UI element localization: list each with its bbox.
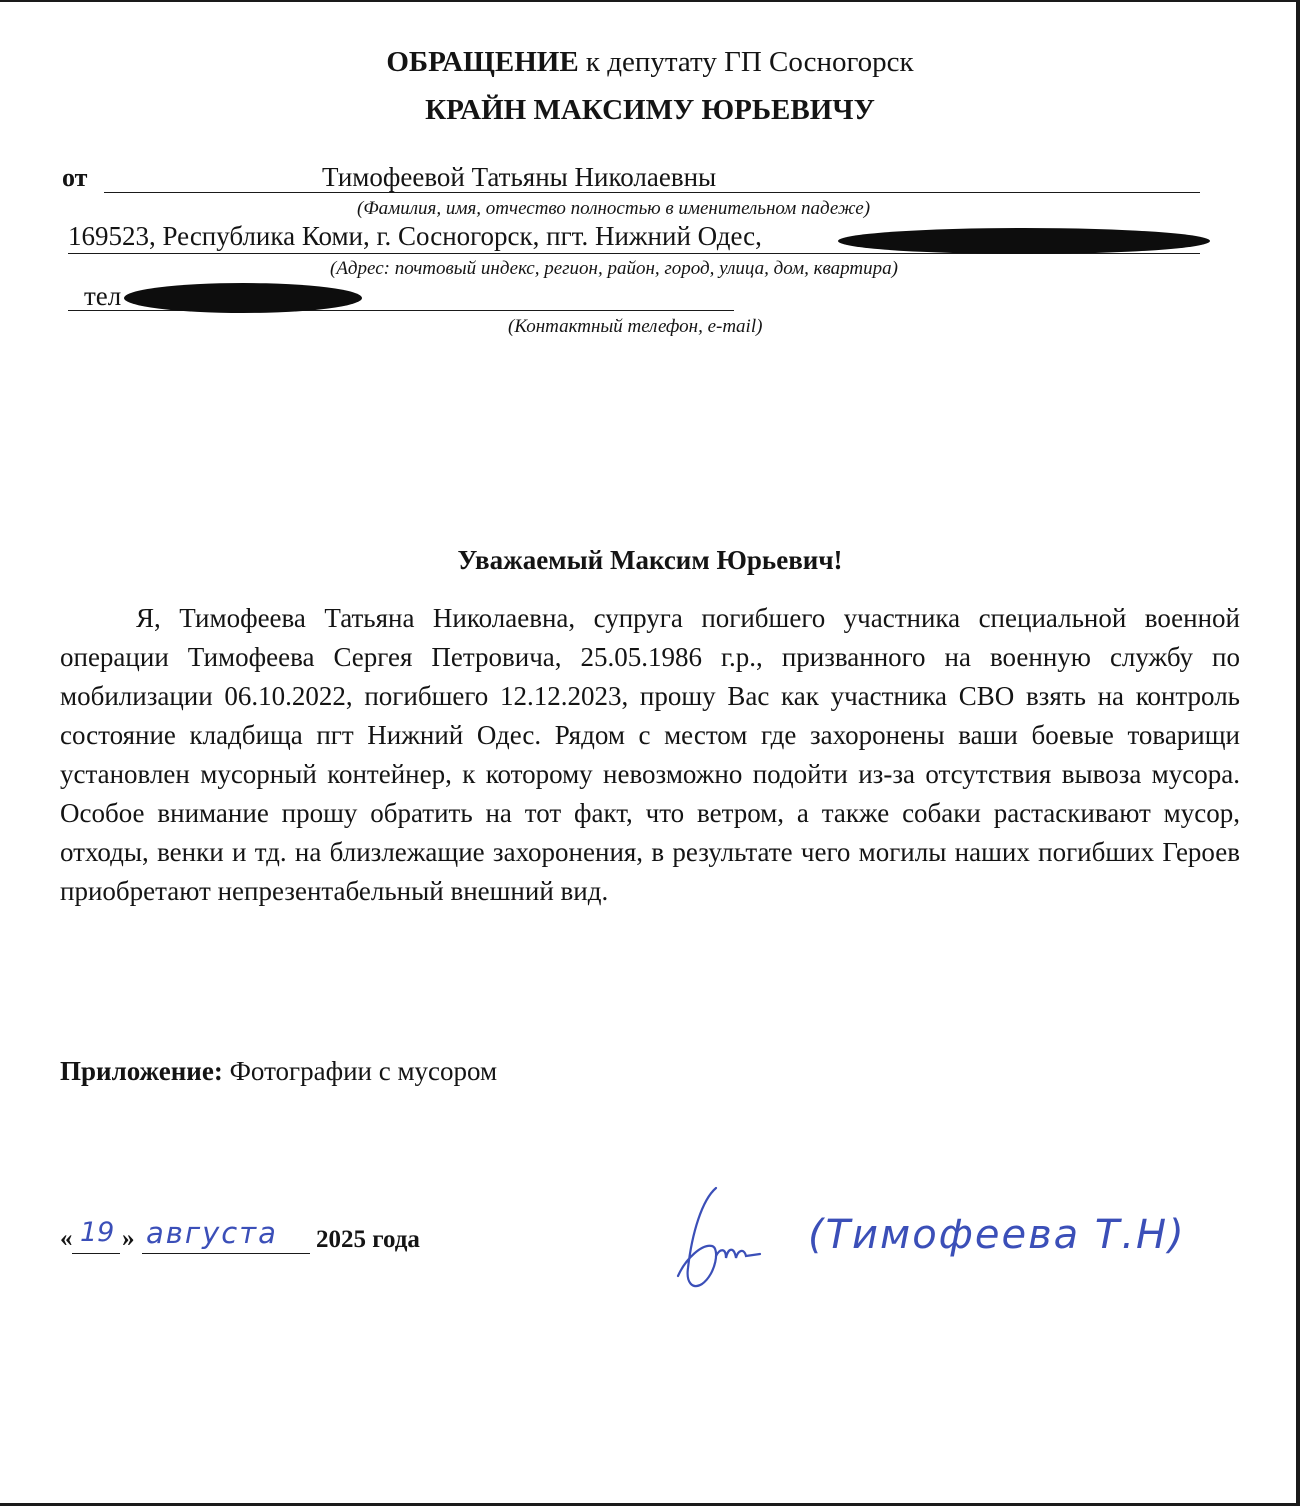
name-hint: (Фамилия, имя, отчество полностью в именительном падеже) — [357, 198, 871, 219]
letter-body — [60, 599, 1240, 911]
sender-address: 169523, Республика Коми, г. Сосногорск, пгт. Нижний Одес, — [68, 221, 762, 251]
attachment-text: Фотографии с мусором — [222, 1056, 498, 1086]
sender-full-name: Тимофеевой Татьяны Николаевны — [322, 162, 717, 192]
phone-hint: (Контактный телефон, e-mail) — [508, 316, 763, 337]
address-hint: (Адрес: почтовый индекс, регион, район, город, улица, дом, квартира) — [330, 258, 898, 279]
attachment-line — [60, 1056, 497, 1087]
greeting: Уважаемый Максим Юрьевич! — [457, 545, 843, 575]
phone-underline — [68, 310, 734, 311]
month-underline — [142, 1253, 310, 1254]
date-open-quote: « — [60, 1225, 73, 1252]
from-label: от — [62, 163, 88, 192]
document-title — [0, 46, 1300, 79]
date-close-quote: » — [122, 1225, 135, 1252]
letter-body-text: Я, Тимофеева Татьяна Николаевна, супруга погибшего участника специальной военной операции Тимофеева Сергея Петровича, 25.05.1986 г.р., призванного на военную службу по мобилизации 06.10.2022, погибшего 12.12.2023, прошу Вас как участника СВО взять на контроль состояние кладбища пгт Нижний Одес. Рядом с местом где захоронены ваши боевые товарищи установлен мусорный контейнер, к которому невозможно подойти из-за отсутствия вывоза мусора. Особое внимание прошу обратить на тот факт, что ветром, а также собаки растаскивают мусор, отходы, венки и тд. на близлежащие захоронения, в результате чего могилы наших погибших Героев приобретают непрезентабельный внешний вид. — [60, 603, 1240, 906]
addressee-name: КРАЙН МАКСИМУ ЮРЬЕВИЧУ — [425, 94, 875, 126]
date-year: 2025 года — [316, 1226, 420, 1253]
handwritten-signature — [672, 1178, 782, 1298]
phone-label: тел — [84, 281, 122, 311]
date-month: августа — [146, 1216, 278, 1250]
phone-redaction — [124, 283, 362, 313]
attachment-label: Приложение: — [60, 1056, 223, 1086]
appeal-recipient: к депутату ГП Сосногорск — [578, 46, 914, 78]
address-redaction — [838, 228, 1210, 254]
day-underline — [72, 1253, 120, 1254]
signature-name: (Тимофеева Т.Н) — [808, 1212, 1186, 1258]
appeal-word: ОБРАЩЕНИЕ — [386, 46, 579, 78]
date-day: 19 — [80, 1217, 115, 1248]
